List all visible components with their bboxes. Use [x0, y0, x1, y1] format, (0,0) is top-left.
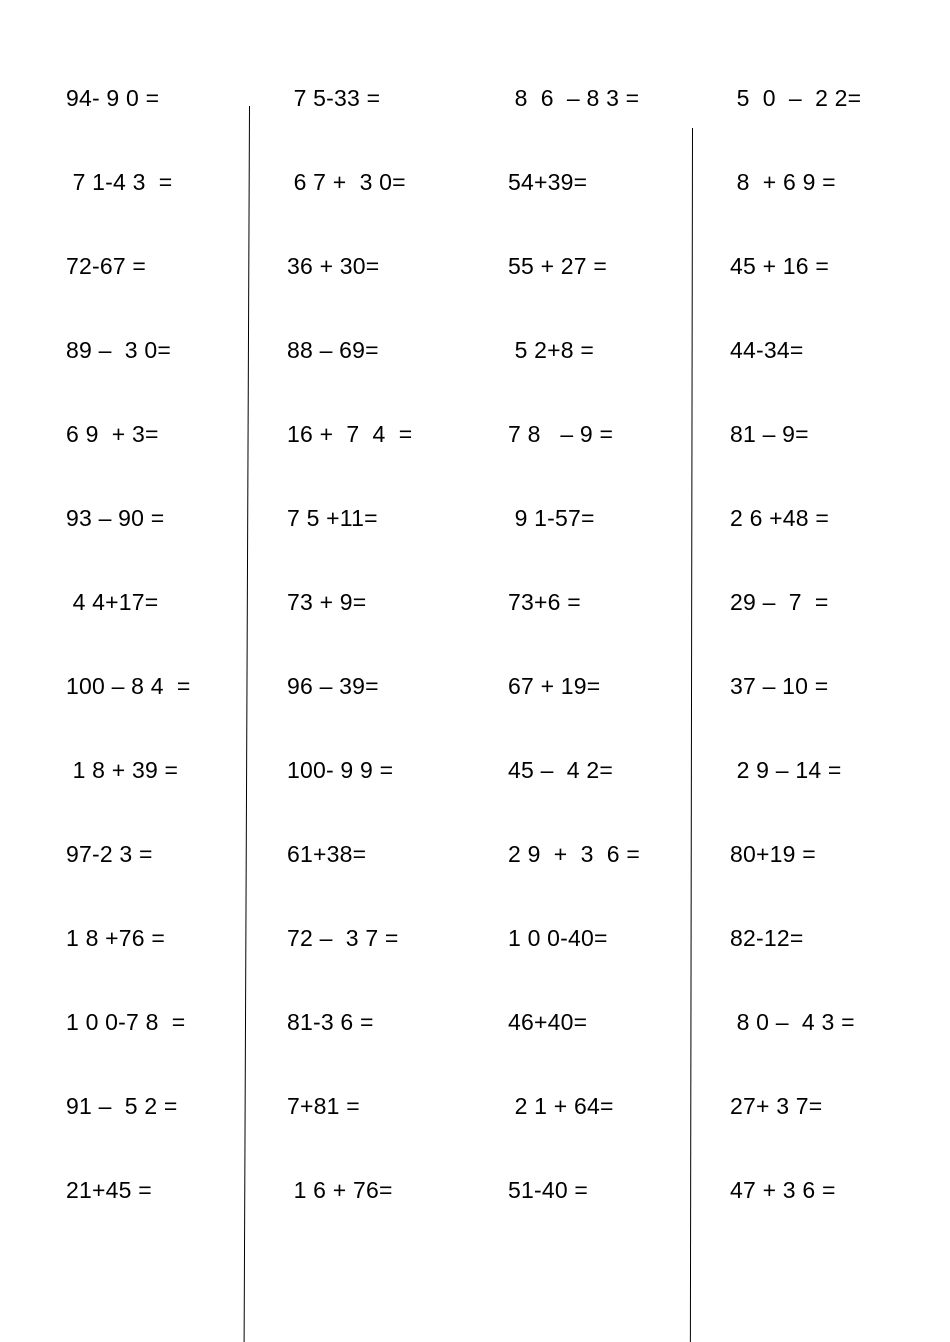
math-problem: 16 + 7 4 = [287, 421, 413, 447]
math-problem: 7+81 = [287, 1093, 360, 1119]
math-problem: 8 0 – 4 3 = [730, 1009, 855, 1035]
math-problem: 89 – 3 0= [66, 337, 171, 363]
problem-column-2 [287, 0, 487, 1342]
problem-column-3 [508, 0, 708, 1342]
math-problem: 2 9 + 3 6 = [508, 841, 640, 867]
math-problem: 5 2+8 = [508, 337, 595, 363]
math-problem: 51-40 = [508, 1177, 589, 1203]
math-problem: 4 4+17= [66, 589, 159, 615]
math-problem: 7 5 +11= [287, 505, 378, 531]
math-problem: 8 6 – 8 3 = [508, 85, 640, 111]
math-problem: 73+6 = [508, 589, 581, 615]
math-problem: 21+45 = [66, 1177, 152, 1203]
math-problem: 100- 9 9 = [287, 757, 394, 783]
math-problem: 55 + 27 = [508, 253, 607, 279]
math-problem: 93 – 90 = [66, 505, 165, 531]
math-problem: 100 – 8 4 = [66, 673, 191, 699]
math-problem: 7 1-4 3 = [66, 169, 173, 195]
math-problem: 82-12= [730, 925, 804, 951]
math-problem: 88 – 69= [287, 337, 379, 363]
math-problem: 29 – 7 = [730, 589, 829, 615]
math-problem: 2 1 + 64= [508, 1093, 614, 1119]
math-problem: 91 – 5 2 = [66, 1093, 178, 1119]
math-problem: 1 0 0-7 8 = [66, 1009, 186, 1035]
math-problem: 7 8 – 9 = [508, 421, 614, 447]
math-problem: 1 8 + 39 = [66, 757, 179, 783]
math-problem: 54+39= [508, 169, 588, 195]
math-problem: 6 7 + 3 0= [287, 169, 406, 195]
math-problem: 7 5-33 = [287, 85, 381, 111]
math-problem: 1 0 0-40= [508, 925, 608, 951]
math-problem: 6 9 + 3= [66, 421, 159, 447]
math-problem: 44-34= [730, 337, 804, 363]
math-problem: 67 + 19= [508, 673, 601, 699]
math-problem: 9 1-57= [508, 505, 595, 531]
math-problem: 94- 9 0 = [66, 85, 160, 111]
math-problem: 37 – 10 = [730, 673, 829, 699]
math-problem: 47 + 3 6 = [730, 1177, 836, 1203]
math-problem: 72 – 3 7 = [287, 925, 399, 951]
problem-column-1 [66, 0, 266, 1342]
math-problem: 61+38= [287, 841, 367, 867]
math-problem: 96 – 39= [287, 673, 379, 699]
math-problem: 2 9 – 14 = [730, 757, 842, 783]
problem-column-4 [730, 0, 930, 1342]
math-problem: 1 6 + 76= [287, 1177, 393, 1203]
math-problem: 1 8 +76 = [66, 925, 165, 951]
math-problem: 81-3 6 = [287, 1009, 374, 1035]
math-problem: 45 – 4 2= [508, 757, 613, 783]
math-problem: 46+40= [508, 1009, 588, 1035]
math-problem: 73 + 9= [287, 589, 367, 615]
math-problem: 36 + 30= [287, 253, 380, 279]
math-problem: 97-2 3 = [66, 841, 153, 867]
math-problem: 72-67 = [66, 253, 147, 279]
math-problem: 80+19 = [730, 841, 816, 867]
math-problem: 27+ 3 7= [730, 1093, 823, 1119]
math-problem: 5 0 – 2 2= [730, 85, 862, 111]
math-problem: 81 – 9= [730, 421, 809, 447]
math-problem: 2 6 +48 = [730, 505, 829, 531]
math-problem: 8 + 6 9 = [730, 169, 836, 195]
math-problem: 45 + 16 = [730, 253, 829, 279]
